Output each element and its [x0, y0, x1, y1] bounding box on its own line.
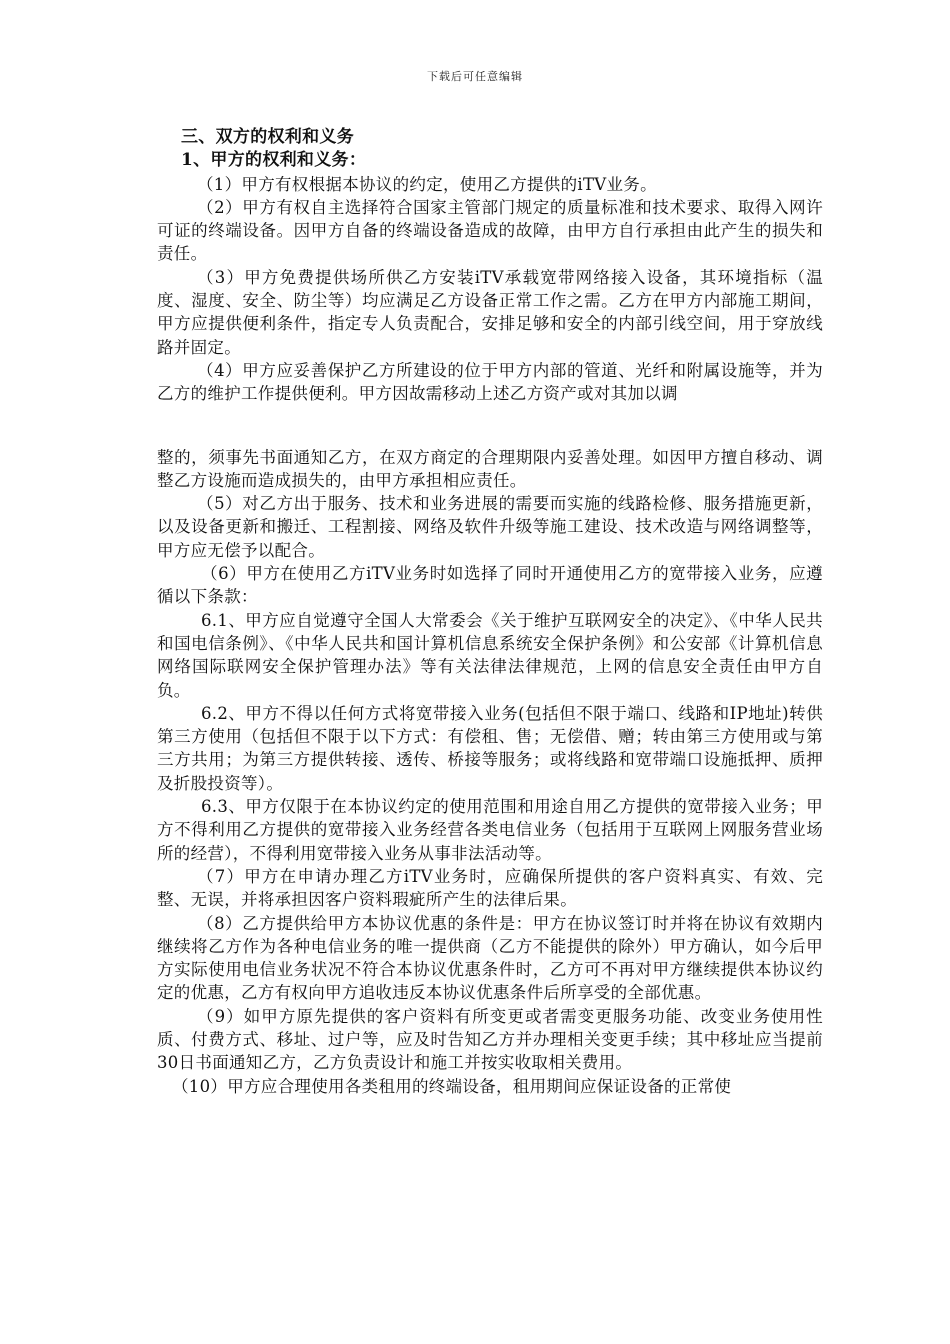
clause-2: （2）甲方有权自主选择符合国家主管部门规定的质量标准和技术要求、取得入网许可证的终端设备。因甲方自备的终端设备造成的故障，由甲方自行承担由此产生的损失和责任。: [157, 197, 823, 264]
document-body: [157, 126, 823, 1098]
clause-6-2: 6.2、甲方不得以任何方式将宽带接入业务(包括但不限于端口、线路和IP地址)转供第三方使用（包括但不限于以下方式：有偿租、售；无偿借、赠；转由第三方使用或与第三方共用；为第三方提供转接、透传、桥接等服务；或将线路和宽带端口设施抵押、质押及折股投资等）。: [157, 703, 823, 793]
clause-6: （6）甲方在使用乙方iTV业务时如选择了同时开通使用乙方的宽带接入业务，应遵循以下条款：: [157, 564, 823, 607]
section-heading: 三、双方的权利和义务: [181, 127, 354, 147]
page-header-note: 下载后可任意编辑: [427, 70, 523, 83]
clause-10: （10）甲方应合理使用各类租用的终端设备，租用期间应保证设备的正常使: [172, 1076, 732, 1096]
subsection-heading: 1、甲方的权利和义务：: [181, 150, 367, 171]
clause-3: （3）甲方免费提供场所供乙方安装iTV承载宽带网络接入设备，其环境指标（温度、湿度、安全、防尘等）均应满足乙方设备正常工作之需。乙方在甲方内部施工期间，甲方应提供便利条件，指定专人负责配合，安排足够和安全的内部引线空间，用于穿放线路并固定。: [157, 267, 823, 357]
clause-8: （8）乙方提供给甲方本协议优惠的条件是：甲方在协议签订时并将在协议有效期内继续将乙方作为各种电信业务的唯一提供商（乙方不能提供的除外）甲方确认，如今后甲方实际使用电信业务状况不符合本协议优惠条件时，乙方可不再对甲方继续提供本协议约定的优惠，乙方有权向甲方追收违反本协议优惠条件后所享受的全部优惠。: [157, 913, 823, 1003]
clause-7: （7）甲方在申请办理乙方iTV业务时，应确保所提供的客户资料真实、有效、完整、无误，并将承担因客户资料瑕疵所产生的法律后果。: [157, 866, 823, 910]
clause-4-part-1: （4）甲方应妥善保护乙方所建设的位于甲方内部的管道、光纤和附属设施等，并为乙方的维护工作提供便利。甲方因故需移动上述乙方资产或对其加以调: [157, 360, 823, 404]
clause-6-1: 6.1、甲方应自觉遵守全国人大常委会《关于维护互联网安全的决定》、《中华人民共和国电信条例》、《中华人民共和国计算机信息系统安全保护条例》和公安部《计算机信息网络国际联网安全保护管理办法》等有关法律法律规范，上网的信息安全责任由甲方自负。: [157, 610, 823, 700]
clause-5: （5）对乙方出于服务、技术和业务进展的需要而实施的线路检修、服务措施更新，以及设备更新和搬迁、工程割接、网络及软件升级等施工建设、技术改造与网络调整等，甲方应无偿予以配合。: [157, 494, 823, 560]
clause-4-part-2: 整的，须事先书面通知乙方，在双方商定的合理期限内妥善处理。如因甲方擅自移动、调整乙方设施而造成损失的，由甲方承担相应责任。: [157, 447, 823, 490]
clause-9: （9）如甲方原先提供的客户资料有所变更或者需变更服务功能、改变业务使用性质、付费方式、移址、过户等，应及时告知乙方并办理相关变更手续；其中移址应当提前30日书面通知乙方，乙方负责设计和施工并按实收取相关费用。: [157, 1006, 823, 1073]
clause-1: （1）甲方有权根据本协议的约定，使用乙方提供的iTV业务。: [197, 174, 657, 194]
clause-6-3: 6.3、甲方仅限于在本协议约定的使用范围和用途自用乙方提供的宽带接入业务；甲方不得利用乙方提供的宽带接入业务经营各类电信业务（包括用于互联网上网服务营业场所的经营），不得利用宽带接入业务从事非法活动等。: [157, 797, 823, 863]
page-break-gap: [157, 406, 823, 446]
